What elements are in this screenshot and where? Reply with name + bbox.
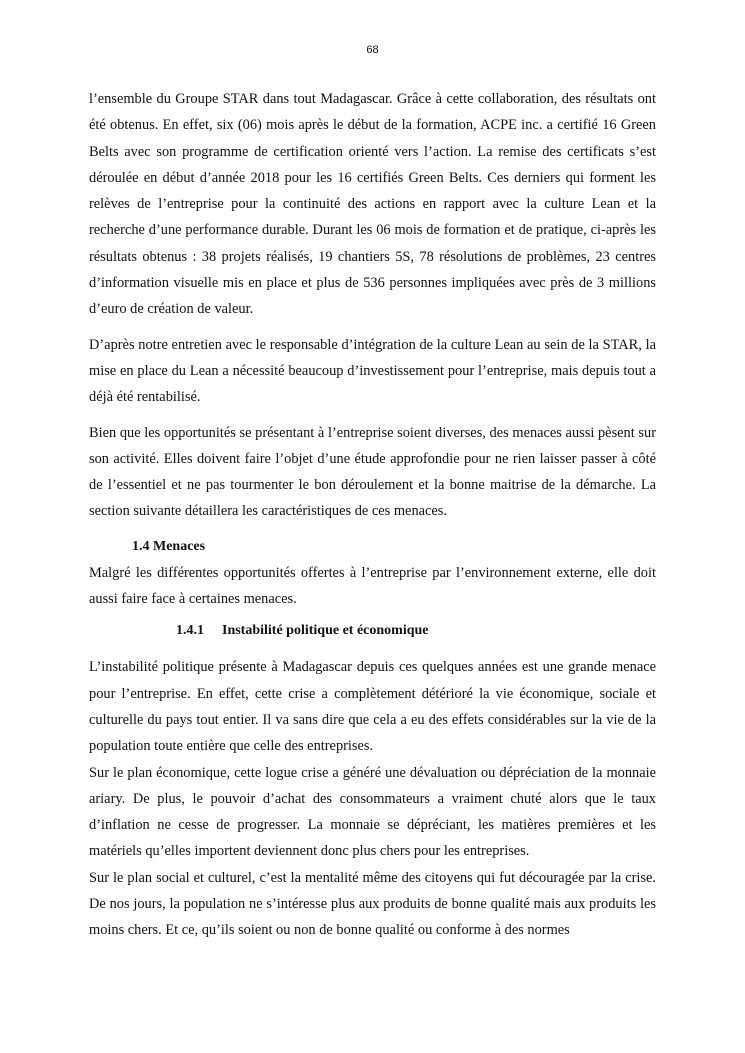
paragraph-menaces-intro: Malgré les différentes opportunités offertes à l’entreprise par l’environnement externe, elle doit aussi faire face à certaines menaces. [89,564,656,608]
section-heading-menaces: 1.4 Menaces [132,538,206,554]
document-body [89,86,656,944]
subsection-number: 1.4.1 [176,623,204,639]
paragraph-economic-plan: Sur le plan économique, cette logue crise a généré une dévaluation ou dépréciation de la monnaie ariary. De plus, le pouvoir d’achat des consommateurs a vraiment chuté alors que le taux d’inflation ne cesse de progresser. La monnaie se dépréciant, les matières premières et les matériels qu’elles importent deviennent donc plus chers pour les entreprises. [89,764,656,860]
subsection-title: Instabilité politique et économique [222,623,429,639]
paragraph-star-results: l’ensemble du Groupe STAR dans tout Madagascar. Grâce à cette collaboration, des résultats ont été obtenus. En effet, six (06) mois après le début de la formation, ACPE inc. a certifié 16 Green Belts avec son programme de certification orienté vers l’action. La remise des certificats s’est déroulée en début d’année 2018 pour les 16 certifiés Green Belts. Ces derniers qui forment les relèves de l’entreprise pour la continuité des actions en rapport avec la culture Lean et la recherche d’une performance durable. Durant les 06 mois de formation et de pratique, ci-après les résultats obtenus : 38 projets réalisés, 19 chantiers 5S, 78 résolutions de problèmes, 23 centres d’information visuelle mis en place et plus de 536 personnes impliquées avec près de 3 millions d’euro de création de valeur. [89,91,656,318]
subsection-heading-instabilite [89,618,656,644]
page-number: 68 [366,44,379,56]
paragraph-lean-investment: D’après notre entretien avec le responsable d’intégration de la culture Lean au sein de la STAR, la mise en place du Lean a nécessité beaucoup d’investissement pour l’entreprise, mais depuis tout a déjà été rentabilisé. [89,336,656,406]
paragraph-opportunities-threats: Bien que les opportunités se présentant à l’entreprise soient diverses, des menaces aussi pèsent sur son activité. Elles doivent faire l’objet d’une étude approfondie pour ne rien laisser passer à côté de l’essentiel et ne pas tourmenter le bon déroulement et la bonne maitrise de la démarche. La section suivante détaillera les caractéristiques de ces menaces. [89,424,656,520]
paragraph-social-cultural-plan: Sur le plan social et culturel, c’est la mentalité même des citoyens qui fut découragée par la crise. De nos jours, la population ne s’intéresse plus aux produits de bonne qualité mais aux produits les moins chers. Et ce, qu’ils soient ou non de bonne qualité ou conforme à des normes [89,869,656,939]
paragraph-political-instability: L’instabilité politique présente à Madagascar depuis ces quelques années est une grande menace pour l’entreprise. En effet, cette crise a complètement détérioré la vie économique, sociale et culturelle du pays tout entier. Il va sans dire que cela a eu des effets considérables sur la vie de la population toute entière que celle des entreprises. [89,659,656,755]
